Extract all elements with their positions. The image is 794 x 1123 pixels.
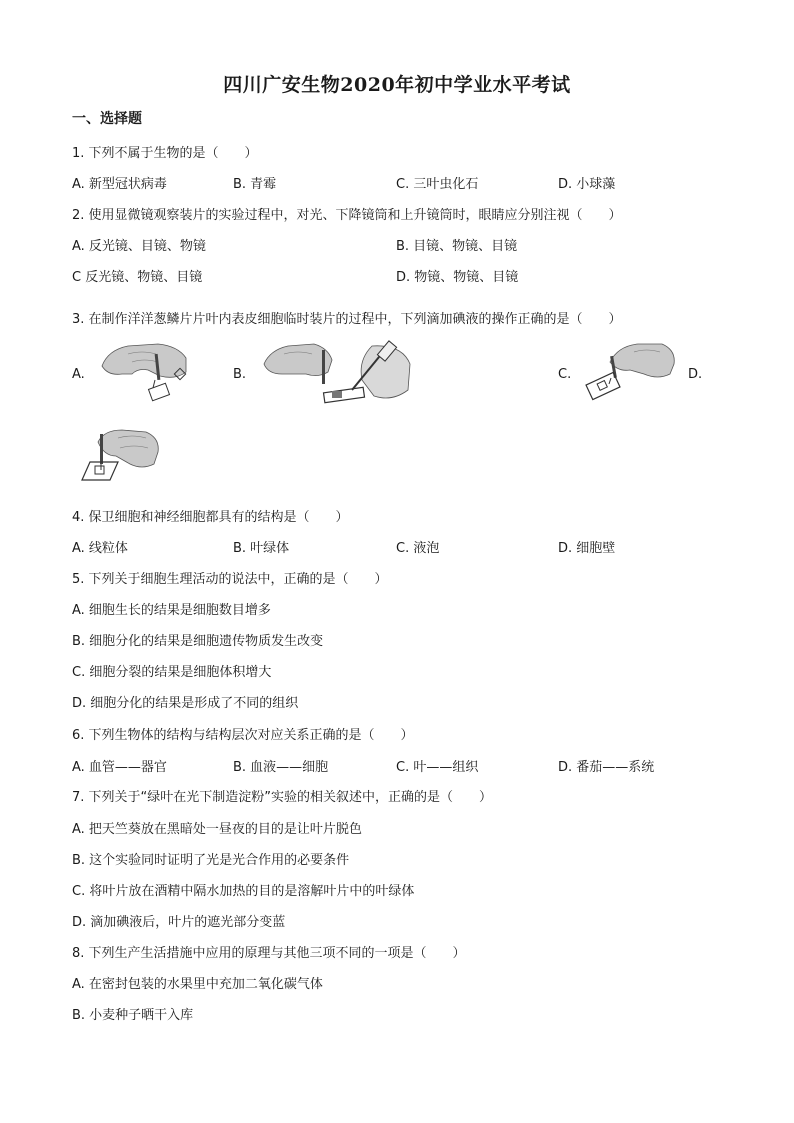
question-6-option-d: D. 番茄——系统 — [558, 760, 655, 775]
question-2-option-c: C 反光镜、物镜、目镜 — [72, 270, 203, 285]
question-7-option-a: A. 把天竺葵放在黑暗处一昼夜的目的是让叶片脱色 — [72, 822, 362, 837]
section-heading: 一、选择题 — [72, 111, 142, 127]
question-1-option-d: D. 小球藻 — [558, 177, 616, 192]
question-1-option-a: A. 新型冠状病毒 — [72, 177, 167, 192]
question-4-option-b: B. 叶绿体 — [233, 541, 290, 556]
question-5-option-d: D. 细胞分化的结果是形成了不同的组织 — [72, 696, 299, 711]
question-4-option-d: D. 细胞壁 — [558, 541, 616, 556]
question-4-stem: 4. 保卫细胞和神经细胞都具有的结构是（ ） — [72, 510, 349, 525]
figure-b-dropper-and-needle — [262, 340, 412, 408]
question-4-option-a: A. 线粒体 — [72, 541, 128, 556]
question-1-stem: 1. 下列不属于生物的是（ ） — [72, 146, 258, 161]
question-7-option-d: D. 滴加碘液后，叶片的遮光部分变蓝 — [72, 915, 286, 930]
question-3-option-c-label: C. — [558, 367, 572, 382]
question-5-option-b: B. 细胞分化的结果是细胞遗传物质发生改变 — [72, 634, 324, 649]
question-4-option-c: C. 液泡 — [396, 541, 440, 556]
question-6-option-a: A. 血管——器官 — [72, 760, 167, 775]
page-title: 四川广安生物2020年初中学业水平考试 — [223, 74, 571, 96]
question-1-option-c: C. 三叶虫化石 — [396, 177, 479, 192]
figure-a-dropper-over-slide — [98, 340, 190, 402]
question-5-stem: 5. 下列关于细胞生理活动的说法中，正确的是（ ） — [72, 572, 388, 587]
question-8-option-a: A. 在密封包装的水果里中充加二氧化碳气体 — [72, 977, 323, 992]
question-1-option-b: B. 青霉 — [233, 177, 277, 192]
question-6-option-b: B. 血液——细胞 — [233, 760, 329, 775]
question-3-option-d-label: D. — [688, 367, 703, 382]
question-7-option-c: C. 将叶片放在酒精中隔水加热的目的是溶解叶片中的叶绿体 — [72, 884, 415, 899]
question-5-option-c: C. 细胞分裂的结果是细胞体积增大 — [72, 665, 272, 680]
question-3-option-a-label: A. — [72, 367, 85, 382]
figure-c-dropper-over-slide — [584, 340, 676, 402]
question-2-stem: 2. 使用显微镜观察装片的实验过程中，对光、下降镜筒和上升镜筒时，眼睛应分别注视（ ） — [72, 208, 622, 223]
question-2-option-a: A. 反光镜、目镜、物镜 — [72, 239, 206, 254]
question-7-option-b: B. 这个实验同时证明了光是光合作用的必要条件 — [72, 853, 350, 868]
question-6-option-c: C. 叶——组织 — [396, 760, 479, 775]
question-8-stem: 8. 下列生产生活措施中应用的原理与其他三项不同的一项是（ ） — [72, 946, 466, 961]
question-2-option-d: D. 物镜、物镜、目镜 — [396, 270, 519, 285]
question-5-option-a: A. 细胞生长的结果是细胞数目增多 — [72, 603, 271, 618]
question-3-option-b-label: B. — [233, 367, 247, 382]
question-3-stem: 3. 在制作洋洋葱鳞片片叶内表皮细胞临时装片的过程中，下列滴加碘液的操作正确的是（ ） — [72, 312, 622, 327]
question-2-option-b: B. 目镜、物镜、目镜 — [396, 239, 518, 254]
figure-d-dropper-over-slide — [78, 426, 162, 484]
question-7-stem: 7. 下列关于“绿叶在光下制造淀粉”实验的相关叙述中，正确的是（ ） — [72, 790, 493, 805]
question-6-stem: 6. 下列生物体的结构与结构层次对应关系正确的是（ ） — [72, 728, 414, 743]
question-8-option-b: B. 小麦种子晒干入库 — [72, 1008, 194, 1023]
